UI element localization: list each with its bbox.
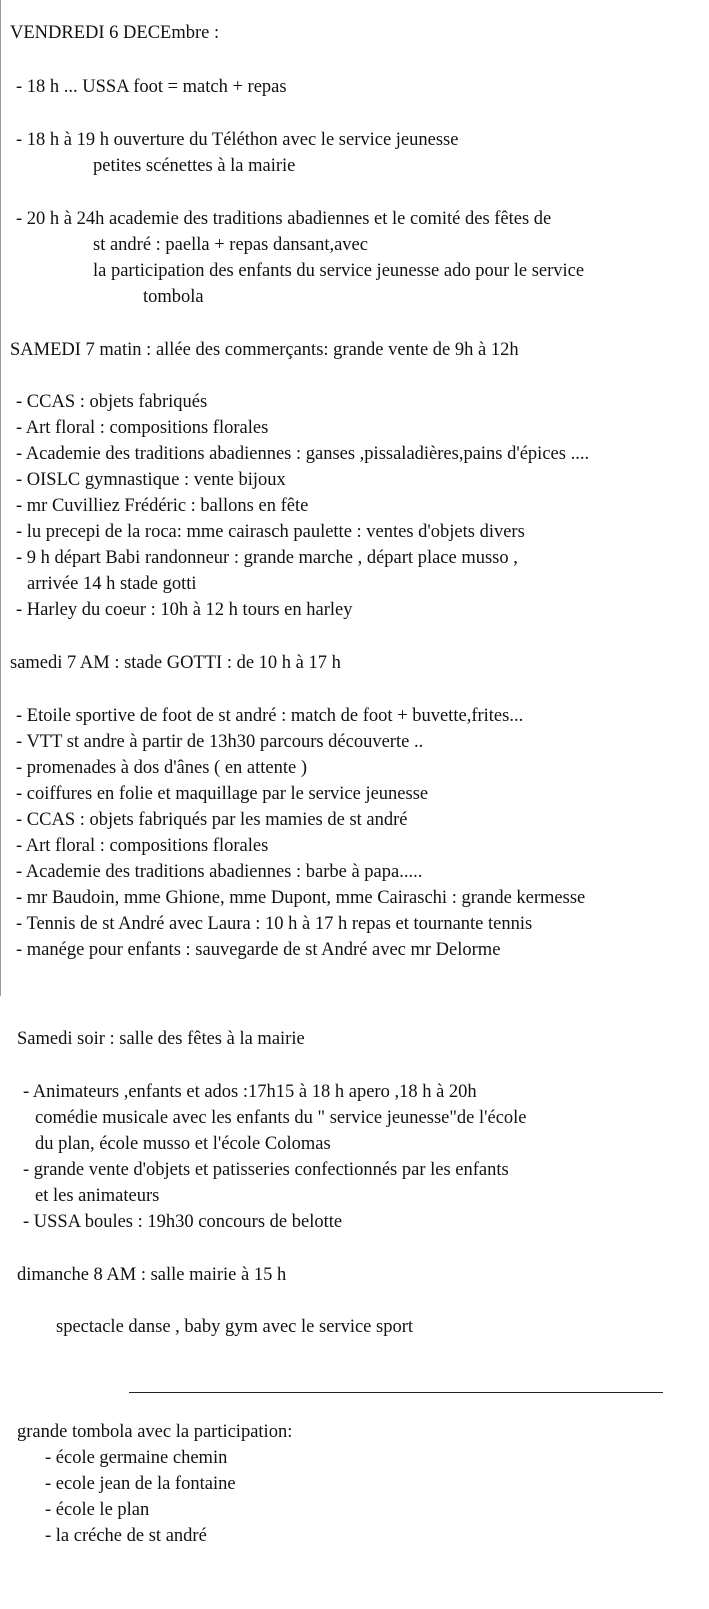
- saturday-afternoon-item: - Art floral : compositions florales: [16, 836, 269, 856]
- tombola-item: - la créche de st andré: [45, 1526, 207, 1546]
- horizontal-divider: [129, 1392, 663, 1393]
- saturday-morning-item-continuation: arrivée 14 h stade gotti: [27, 574, 197, 594]
- saturday-morning-item: - Harley du coeur : 10h à 12 h tours en harley: [16, 600, 353, 620]
- saturday-afternoon-item: - coiffures en folie et maquillage par le service jeunesse: [16, 784, 429, 804]
- saturday-afternoon-item: - manége pour enfants : sauvegarde de st André avec mr Delorme: [16, 940, 501, 960]
- saturday-morning-heading: SAMEDI 7 matin : allée des commerçants: grande vente de 9h à 12h: [10, 340, 519, 360]
- saturday-afternoon-item: - mr Baudoin, mme Ghione, mme Dupont, mme Cairaschi : grande kermesse: [16, 888, 586, 908]
- saturday-morning-item: - OISLC gymnastique : vente bijoux: [16, 470, 286, 490]
- friday-heading: VENDREDI 6 DECEmbre :: [10, 23, 220, 43]
- tombola-item: - école le plan: [45, 1500, 150, 1520]
- sunday-heading: dimanche 8 AM : salle mairie à 15 h: [17, 1265, 287, 1285]
- saturday-evening-item: - USSA boules : 19h30 concours de belotte: [23, 1212, 343, 1232]
- friday-item-continuation: st andré : paella + repas dansant,avec: [93, 235, 368, 255]
- saturday-afternoon-item: - Tennis de st André avec Laura : 10 h à 17 h repas et tournante tennis: [16, 914, 533, 934]
- saturday-morning-item: - lu precepi de la roca: mme cairasch paulette : ventes d'objets divers: [16, 522, 525, 542]
- saturday-evening-item-continuation: du plan, école musso et l'école Colomas: [35, 1134, 331, 1154]
- friday-item-continuation: tombola: [143, 287, 204, 307]
- saturday-afternoon-heading: samedi 7 AM : stade GOTTI : de 10 h à 17 h: [10, 653, 341, 673]
- saturday-evening-heading: Samedi soir : salle des fêtes à la mairie: [17, 1029, 305, 1049]
- saturday-evening-item: - Animateurs ,enfants et ados :17h15 à 18 h apero ,18 h à 20h: [23, 1082, 477, 1102]
- saturday-evening-item: - grande vente d'objets et patisseries confectionnés par les enfants: [23, 1160, 509, 1180]
- sunday-item: spectacle danse , baby gym avec le service sport: [56, 1317, 414, 1337]
- tombola-heading: grande tombola avec la participation:: [17, 1422, 293, 1442]
- saturday-afternoon-item: - promenades à dos d'ânes ( en attente ): [16, 758, 307, 778]
- friday-item: - 18 h ... USSA foot = match + repas: [16, 77, 287, 97]
- saturday-afternoon-item: - CCAS : objets fabriqués par les mamies de st andré: [16, 810, 408, 830]
- friday-item: - 20 h à 24h academie des traditions abadiennes et le comité des fêtes de: [16, 209, 552, 229]
- saturday-morning-item: - mr Cuvilliez Frédéric : ballons en fête: [16, 496, 309, 516]
- tombola-item: - ecole jean de la fontaine: [45, 1474, 236, 1494]
- saturday-afternoon-item: - Etoile sportive de foot de st andré : match de foot + buvette,frites...: [16, 706, 524, 726]
- saturday-morning-item: - 9 h départ Babi randonneur : grande marche , départ place musso ,: [16, 548, 518, 568]
- left-border-rule: [0, 0, 1, 996]
- saturday-evening-item-continuation: comédie musicale avec les enfants du " service jeunesse"de l'école: [35, 1108, 527, 1128]
- tombola-item: - école germaine chemin: [45, 1448, 228, 1468]
- friday-item-continuation: petites scénettes à la mairie: [93, 156, 296, 176]
- friday-item: - 18 h à 19 h ouverture du Téléthon avec le service jeunesse: [16, 130, 459, 150]
- friday-item-continuation: la participation des enfants du service jeunesse ado pour le service: [93, 261, 585, 281]
- saturday-evening-item-continuation: et les animateurs: [35, 1186, 160, 1206]
- saturday-morning-item: - CCAS : objets fabriqués: [16, 392, 208, 412]
- saturday-afternoon-item: - Academie des traditions abadiennes : barbe à papa.....: [16, 862, 423, 882]
- saturday-morning-item: - Art floral : compositions florales: [16, 418, 269, 438]
- saturday-afternoon-item: - VTT st andre à partir de 13h30 parcours découverte ..: [16, 732, 424, 752]
- saturday-morning-item: - Academie des traditions abadiennes : ganses ,pissaladières,pains d'épices ....: [16, 444, 590, 464]
